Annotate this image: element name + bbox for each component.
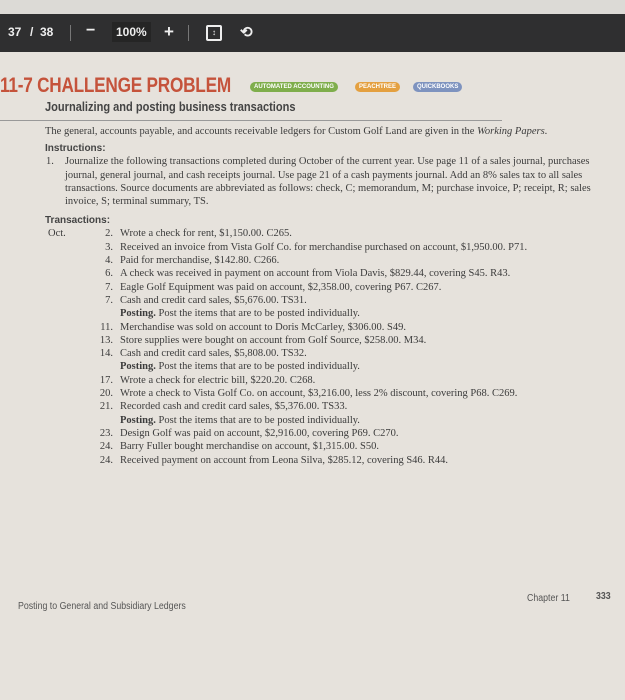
transactions-list bbox=[45, 227, 610, 466]
transaction-day: 6. bbox=[105, 268, 113, 280]
transaction-row bbox=[45, 360, 610, 373]
transaction-row bbox=[45, 267, 610, 280]
transaction-day: 23. bbox=[99, 427, 113, 439]
badge-automated-accounting: AUTOMATED ACCOUNTING bbox=[250, 82, 338, 92]
instruction-item bbox=[45, 155, 610, 208]
transaction-text: Wrote a check for electric bill, $220.20. C268. bbox=[120, 374, 316, 386]
transaction-day: 7. bbox=[105, 294, 113, 306]
page-total: 38 bbox=[40, 25, 54, 39]
zoom-out-button[interactable]: − bbox=[86, 22, 96, 39]
badge-peachtree: PEACHTREE bbox=[355, 82, 400, 92]
instructions-heading: Instructions: bbox=[45, 143, 106, 155]
problem-title: 11-7 CHALLENGE PROBLEM bbox=[0, 74, 231, 97]
divider bbox=[70, 25, 71, 41]
transaction-text: Wrote a check for rent, $1,150.00. C265. bbox=[120, 228, 292, 240]
transaction-text: Cash and credit card sales, $5,676.00. TS31. bbox=[120, 294, 307, 306]
transaction-day: 2. bbox=[105, 228, 113, 240]
transaction-row bbox=[45, 347, 610, 360]
transaction-month: Oct. bbox=[48, 228, 66, 240]
transaction-row bbox=[45, 414, 610, 427]
transaction-day: 14. bbox=[99, 348, 113, 360]
transaction-row bbox=[45, 454, 610, 467]
pdf-toolbar bbox=[0, 14, 625, 52]
transaction-text: Received payment on account from Leona Silva, $285.12, covering S46. R44. bbox=[120, 454, 449, 466]
transaction-text: Cash and credit card sales, $5,808.00. TS32. bbox=[120, 348, 307, 360]
badge-quickbooks: QUICKBOOKS bbox=[413, 82, 462, 92]
transaction-row bbox=[45, 241, 610, 254]
transaction-text: Posting. Post the items that are to be posted individually. bbox=[120, 414, 360, 426]
transaction-row bbox=[45, 307, 610, 320]
transaction-row bbox=[45, 440, 610, 453]
transaction-row bbox=[45, 321, 610, 334]
instruction-text: Journalize the following transactions completed during October of the current year. Use page 11 of a sales journal, purchases journal, general journal, and cash receipts journal. Use page 21 of a cash payments journal. Add an 8% sales tax to all sales transactions. Source documents are abbreviated as follows: check, C; memorandum, M; purchase invoice, P; receipt, R; sales invoice, S; terminal summary, TS. bbox=[65, 156, 591, 208]
transaction-day: 3. bbox=[105, 241, 113, 253]
intro-text: The general, accounts payable, and accounts receivable ledgers for Custom Golf Land are given in the Working Papers. bbox=[45, 126, 548, 137]
transaction-row bbox=[45, 427, 610, 440]
transaction-row bbox=[45, 374, 610, 387]
transaction-text: Posting. Post the items that are to be posted individually. bbox=[120, 308, 360, 320]
transaction-text: A check was received in payment on account from Viola Davis, $829.44, covering S45. R43. bbox=[120, 268, 511, 280]
transaction-text: Store supplies were bought on account from Golf Source, $258.00. M34. bbox=[120, 334, 427, 346]
problem-subtitle: Journalizing and posting business transactions bbox=[45, 99, 296, 114]
transaction-text: Design Golf was paid on account, $2,916.00, covering P69. C270. bbox=[120, 427, 399, 439]
fit-page-icon[interactable]: ↕ bbox=[206, 25, 222, 41]
rotate-icon[interactable]: ⟲ bbox=[240, 24, 253, 41]
problem-body bbox=[45, 125, 610, 467]
transaction-text: Merchandise was sold on account to Doris McCarley, $306.00. S49. bbox=[120, 321, 406, 333]
top-strip bbox=[0, 0, 625, 14]
transaction-day: 11. bbox=[100, 321, 113, 333]
transaction-day: 24. bbox=[99, 441, 113, 453]
transaction-text: Received an invoice from Vista Golf Co. for merchandise purchased on account, $1,950.00. P71. bbox=[120, 241, 528, 253]
transaction-text: Eagle Golf Equipment was paid on account, $2,358.00, covering P67. C267. bbox=[120, 281, 442, 293]
transaction-row bbox=[45, 334, 610, 347]
transaction-day: 20. bbox=[99, 388, 113, 400]
transaction-row bbox=[45, 254, 610, 267]
transaction-row bbox=[45, 281, 610, 294]
transaction-text: Barry Fuller bought merchandise on account, $1,315.00. S50. bbox=[120, 441, 379, 453]
page-number: 333 bbox=[596, 591, 611, 602]
divider-rule bbox=[0, 120, 502, 121]
transaction-row bbox=[45, 227, 610, 240]
transaction-row bbox=[45, 387, 610, 400]
transaction-row bbox=[45, 400, 610, 413]
transaction-text: Recorded cash and credit card sales, $5,376.00. TS33. bbox=[120, 401, 348, 413]
transaction-text: Posting. Post the items that are to be posted individually. bbox=[120, 361, 360, 373]
footer-chapter: Chapter 11 bbox=[527, 593, 570, 604]
transactions-heading: Transactions: bbox=[45, 215, 111, 227]
transaction-day: 13. bbox=[99, 334, 113, 346]
page-current[interactable]: 37 bbox=[8, 25, 22, 39]
transaction-row bbox=[45, 294, 610, 307]
transaction-text: Wrote a check to Vista Golf Co. on account, $3,216.00, less 2% discount, covering P68. C269. bbox=[120, 388, 518, 400]
transaction-day: 17. bbox=[99, 374, 113, 386]
divider bbox=[188, 25, 189, 41]
footer-section: Posting to General and Subsidiary Ledgers bbox=[18, 601, 186, 612]
transaction-day: 4. bbox=[105, 255, 113, 267]
page-separator: / bbox=[30, 25, 34, 39]
zoom-in-button[interactable]: + bbox=[164, 22, 174, 41]
instruction-number: 1. bbox=[46, 156, 54, 168]
zoom-level[interactable]: 100% bbox=[112, 22, 151, 42]
transaction-text: Paid for merchandise, $142.80. C266. bbox=[120, 255, 280, 267]
transaction-day: 7. bbox=[105, 281, 113, 293]
transaction-day: 24. bbox=[99, 454, 113, 466]
transaction-day: 21. bbox=[99, 401, 113, 413]
